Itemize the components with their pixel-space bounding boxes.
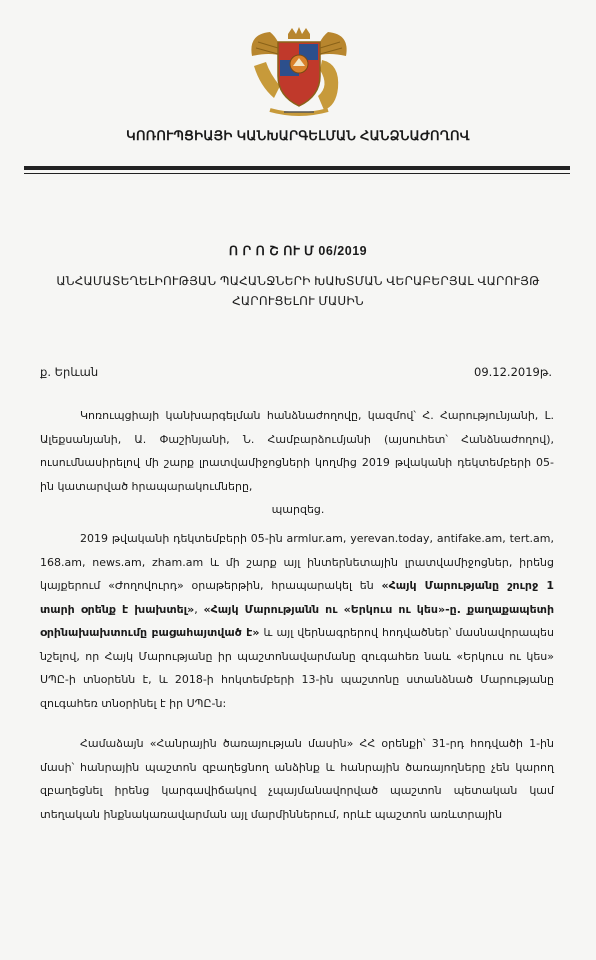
header-divider-thin <box>24 173 570 174</box>
place: ք. Երևան <box>40 365 99 379</box>
header-divider <box>24 166 570 170</box>
decision-subject: ԱՆՀԱՄԱՏԵՂԵԼԻՈՒԹՅԱՆ ՊԱՀԱՆՋՆԵՐԻ ԽԱԽՏՄԱՆ ՎԵՐԱԲԵՐՅԱԼ ՎԱՐՈՒՅԹ ՀԱՐՈՒՑԵԼՈՒ ՄԱՍԻՆ <box>56 274 540 308</box>
findings-text: 2019 թվականի դեկտեմբերի 05-ին armlur.am, yerevan.today, antifake.am, tert.am, 168.am, news.am, zham.am և մի շարք այլ ինտերնետային լրատվամիջոցներ, իրենց կայքերում «Ժողովուրդ» օրաթերթին, հրապարակել են <box>40 532 554 592</box>
coat-of-arms-icon <box>240 26 358 118</box>
findings-separator: , <box>194 602 204 616</box>
headline-quote-2: «Հայկ Մարությանն ու «Երկուս ու կես»-ը. քաղաքապետի օրինախախտումը բացահայտված է» <box>40 602 555 639</box>
law-paragraph: Համաձայն «Հանրային ծառայության մասին» ՀՀ օրենքի՝ 31-րդ հոդվածի 1-ին մասի՝ հանրային պաշտոն զբաղեցնող անձինք և հանրային ծառայողները չեն կարող զբաղեցնել իրենց կարգավիճակով չպայմանավորված պաշտոն պետական կամ տեղական ինքնակառավարման այլ մարմիններում, որևէ պաշտոն առևտրային <box>40 737 554 821</box>
findings-paragraph <box>40 527 554 715</box>
intro-paragraph: Կոռուպցիայի կանխարգելման հանձնաժողովը, կազմով՝ Հ. Հարությունյանի, Լ. Ալեքսանյանի, Ա. Փաշինյանի, Ն. Համբարձումյանի (այսուհետ՝ Հանձնաժողով), ուսումնասիրելով մի շարք լրատվամիջոցների կողմից 2019 թվականի դեկտեմբերի 05-ին կատարված հրապարակումները, <box>40 409 554 493</box>
document-date: 09.12.2019թ. <box>474 365 552 379</box>
findings-text-continued: և այլ վերնագրերով հոդվածներ՝ մասնավորապես նշելով, որ Հայկ Մարությանը իր պաշտոնավարմանը զուգահեռ նաև «Երկուս ու կես» ՍՊԸ-ի տնօրենն է, և 2018-ի հոկտեմբերի 13-ին պաշտոնը ստանձնած Մարությանը զուգահեռ տնօրինել է իր ՍՊԸ-ն: <box>40 626 555 710</box>
organization-name: ԿՈՌՈՒՊՑԻԱՅԻ ԿԱՆԽԱՐԳԵԼՄԱՆ ՀԱՆՁՆԱԺՈՂՈՎ <box>126 128 470 143</box>
decision-title: Ո Ր Ո Շ ՈՒ Մ 06/2019 <box>228 244 368 258</box>
headline-quote-1: «Հայկ Մարությանը շուրջ 1 տարի օրենք է խախտել» <box>40 579 554 616</box>
decided-heading: պարզեց. <box>271 503 325 516</box>
